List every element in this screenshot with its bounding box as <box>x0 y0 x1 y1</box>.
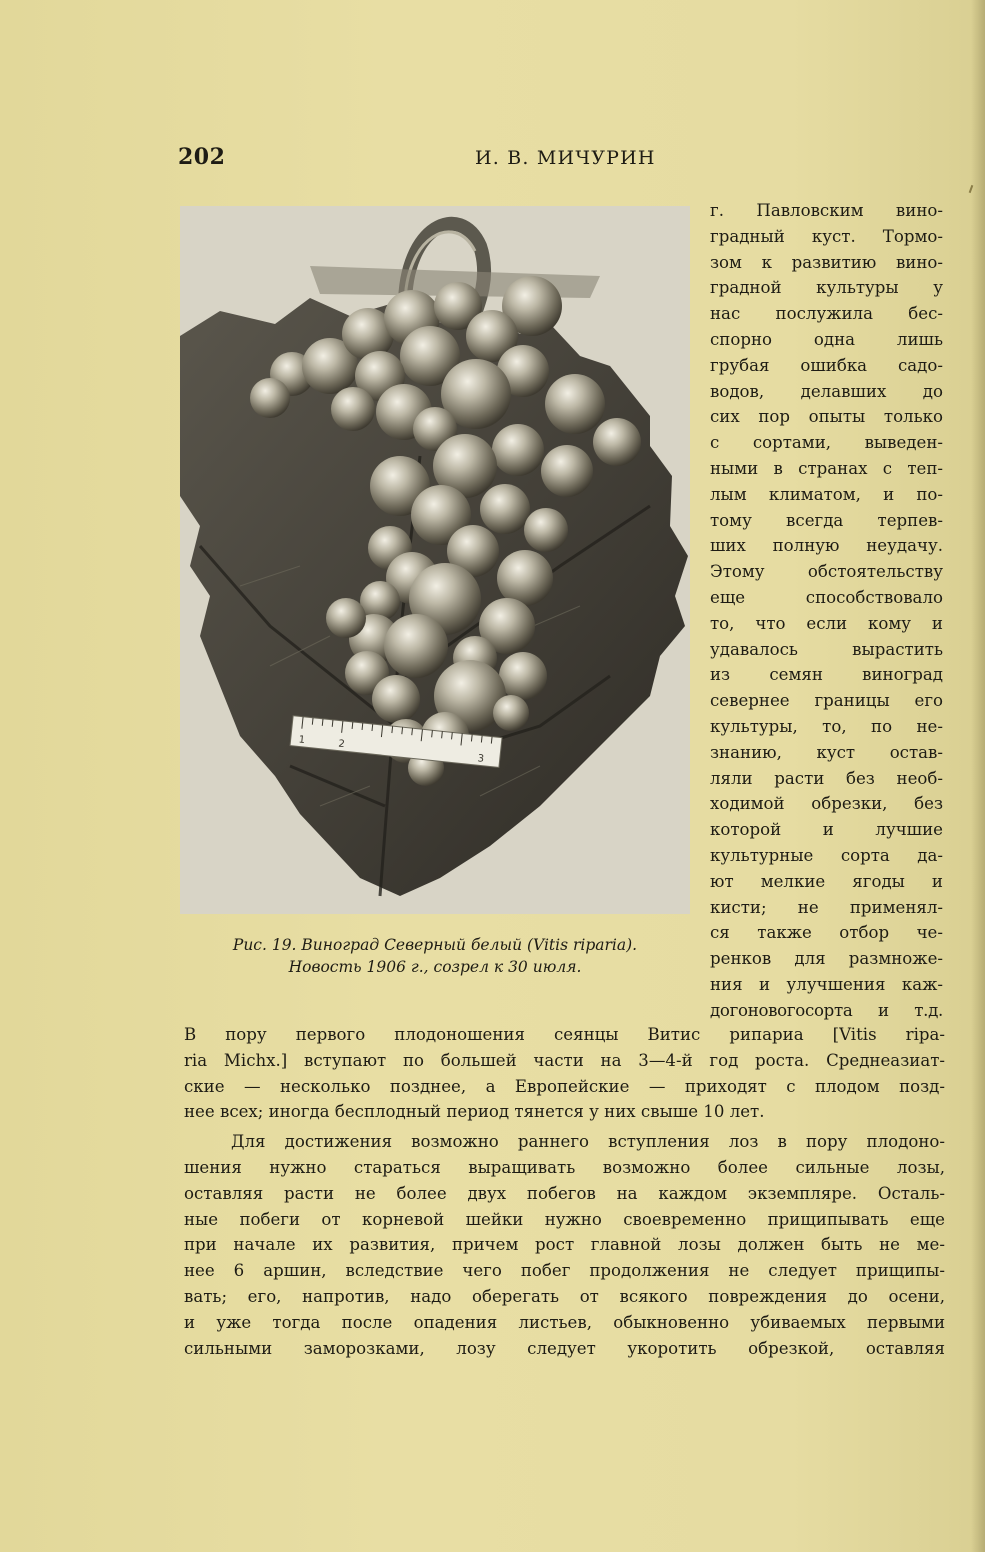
column-text-line: ших полную неудачу. <box>710 536 943 556</box>
column-text-line: Этому обстоятельству <box>710 562 943 582</box>
ruler-label-1: 1 <box>298 734 306 747</box>
paragraph-2-line: нее 6 аршин, вследствие чего побег продолжения не следует прищипы- <box>184 1261 945 1281</box>
column-text-line: то, что если кому и <box>710 613 943 633</box>
column-text-line: сих пор опыты только <box>710 407 943 427</box>
column-text-line: севернее границы его <box>710 691 943 711</box>
column-text-line: удавалось вырастить <box>710 639 943 659</box>
column-text-line: грубая ошибка садо- <box>710 355 943 375</box>
column-text-line: догоновогосорта и т.д. <box>710 1000 943 1020</box>
body-text <box>184 1022 945 1361</box>
column-text-line: ют мелкие ягоды и <box>710 871 943 891</box>
figure-caption <box>180 934 690 978</box>
paragraph-2-line: при начале их развития, причем рост главной лозы должен быть не ме- <box>184 1235 945 1255</box>
column-text-line: ния и улучшения каж- <box>710 974 943 994</box>
ruler-label-2: 2 <box>337 738 346 751</box>
paragraph-2-line: Для достижения возможно раннего вступления лоз в пору плодоно- <box>231 1132 945 1152</box>
paragraph-2-line: оставляя расти не более двух побегов на каждом экземпляре. Осталь- <box>184 1183 945 1203</box>
page-edge-shadow <box>971 0 985 1552</box>
caption-line: Рис. 19. Виноград Северный белый (Vitis riparia). <box>232 936 638 954</box>
paragraph-2-line: ные побеги от корневой шейки нужно своевременно прищипывать еще <box>184 1209 945 1229</box>
column-text-line: с сортами, выведен- <box>710 433 943 453</box>
paragraph-1-line: нее всех; иногда бесплодный период тянется у них свыше 10 лет. <box>184 1102 765 1122</box>
paragraph-2-line: шения нужно стараться выращивать возможно более сильные лозы, <box>184 1157 945 1177</box>
column-text-line: г. Павловским вино- <box>710 201 943 220</box>
paragraph-2-line: и уже тогда после опадения листьев, обыкновенно убиваемых первыми <box>184 1312 945 1332</box>
column-text-line: ренков для размноже- <box>710 949 943 969</box>
column-text-line: кисти; не применял- <box>710 897 943 917</box>
ruler-label-3: 3 <box>477 753 485 765</box>
page-number: 202 <box>178 144 226 170</box>
column-text-line: культуры, то, по не- <box>710 716 943 736</box>
column-text-line: знанию, куст остав- <box>710 742 943 762</box>
column-text-line: нас послужила бес- <box>710 304 943 324</box>
column-text-line: тому всегда терпев- <box>710 510 943 530</box>
side-column-text <box>710 198 943 1024</box>
paragraph-2-line: сильными заморозками, лозу следует укоротить обрезкой, оставляя <box>184 1338 945 1358</box>
column-text-line: лым климатом, и по- <box>710 484 943 504</box>
column-text-line: водов, делавших до <box>710 381 943 401</box>
paragraph-2-line: вать; его, напротив, надо оберегать от всякого повреждения до осени, <box>184 1286 945 1306</box>
column-text-line: культурные сорта да- <box>710 845 943 865</box>
caption-line: Новость 1906 г., созрел к 30 июля. <box>288 958 582 976</box>
column-text-line: ляли расти без необ- <box>710 768 943 788</box>
paragraph-1-line: В пору первого плодоношения сеянцы Витис рипариа [Vitis ripa- <box>184 1025 945 1044</box>
column-text-line: из семян виноград <box>710 665 943 685</box>
grape-illustration <box>180 206 690 914</box>
column-text-line: которой и лучшие <box>710 820 943 840</box>
column-text-line: ходимой обрезки, без <box>710 794 943 814</box>
column-text-line: еще способствовало <box>710 587 943 607</box>
column-text-line: спорно одна лишь <box>710 329 943 349</box>
paragraph-1-line: ские — несколько позднее, а Европейские — приходят с плодом позд- <box>184 1076 945 1096</box>
running-title: И. В. МИЧУРИН <box>475 147 656 169</box>
column-text-line: зом к развитию вино- <box>710 252 943 272</box>
column-text-line: градный куст. Тормо- <box>710 226 943 246</box>
column-text-line: градной культуры у <box>710 278 943 298</box>
paragraph-1-line: ria Michx.] вступают по большей части на 3—4-й год роста. Среднеазиат- <box>184 1050 945 1070</box>
column-text-line: ся также отбор че- <box>710 923 943 943</box>
column-text-line: ными в странах с теп- <box>710 458 943 478</box>
